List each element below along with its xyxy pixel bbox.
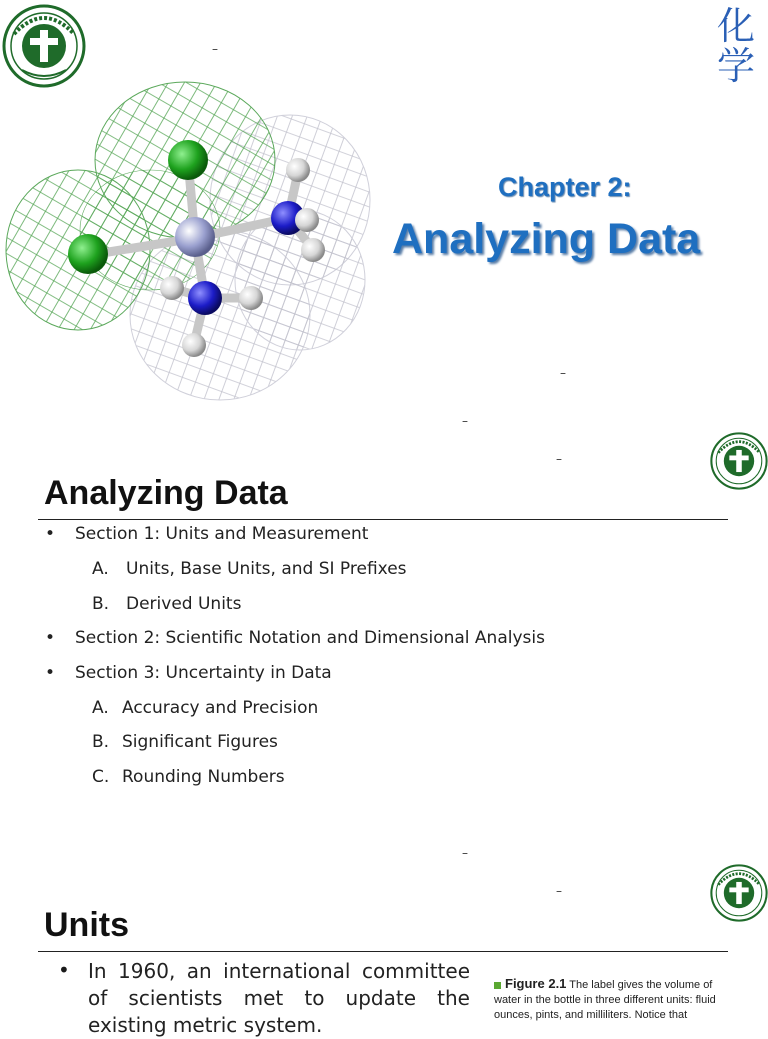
subitem-text: Derived Units: [126, 594, 242, 614]
chapter-title: Analyzing Data: [392, 215, 701, 263]
list-subitem: [92, 732, 278, 752]
list-item: [45, 524, 369, 544]
list-subitem: [92, 594, 241, 614]
subitem-text: Significant Figures: [122, 732, 278, 752]
dash-mark: –: [560, 366, 566, 380]
kanji-top: 化: [716, 4, 755, 48]
list-subitem: [92, 767, 285, 787]
dash-mark: –: [556, 452, 562, 466]
bullet-dot: •: [45, 663, 56, 683]
school-seal-logo: [710, 432, 768, 490]
dash-mark: –: [212, 42, 218, 56]
heading-rule: [38, 951, 728, 952]
subitem-text: Rounding Numbers: [122, 767, 285, 787]
bullet-dot: •: [45, 628, 56, 648]
subitem-text: Accuracy and Precision: [122, 698, 319, 718]
figure-caption: [494, 976, 730, 1023]
heading-rule: [38, 519, 728, 520]
title-slide: [0, 0, 768, 430]
subitem-label: C.: [92, 767, 110, 787]
figure-caption-text: The label gives the volume of water in the bottle in three different units: fluid ounces, pints, and milliliters. Notice that: [494, 979, 716, 1021]
subitem-label: A.: [92, 698, 109, 718]
dash-mark: –: [462, 414, 468, 428]
bullet-dot: •: [58, 958, 70, 982]
slide-heading: Units: [44, 906, 129, 944]
kanji-bottom: 学: [716, 44, 755, 88]
list-subitem: [92, 698, 318, 718]
kanji-chemistry: [716, 6, 756, 86]
list-item: [45, 628, 545, 648]
units-slide: [0, 830, 768, 1037]
list-item-text: Section 3: Uncertainty in Data: [75, 663, 332, 683]
subitem-label: A.: [92, 559, 109, 579]
list-subitem: [92, 559, 407, 579]
list-item-text: Section 2: Scientific Notation and Dimensional Analysis: [75, 628, 545, 648]
dash-mark: –: [462, 846, 468, 860]
subitem-text: Units, Base Units, and SI Prefixes: [126, 559, 407, 579]
bullet-dot: •: [45, 524, 56, 544]
chapter-label: Chapter 2:: [498, 172, 632, 202]
molecule-illustration: [0, 80, 380, 410]
school-seal-logo: [2, 4, 86, 88]
list-item-text: Section 1: Units and Measurement: [75, 524, 369, 544]
list-item: [45, 663, 332, 683]
figure-label: Figure 2.1: [505, 976, 567, 991]
outline-slide: [0, 430, 768, 830]
subitem-label: B.: [92, 594, 110, 614]
units-bullet-text: In 1960, an international committee of scientists met to update the existing metric system.: [88, 959, 470, 1037]
slide-heading: Analyzing Data: [44, 474, 288, 512]
dash-mark: –: [556, 884, 562, 898]
figure-marker: [494, 982, 501, 989]
school-seal-logo: [710, 864, 768, 922]
subitem-label: B.: [92, 732, 110, 752]
